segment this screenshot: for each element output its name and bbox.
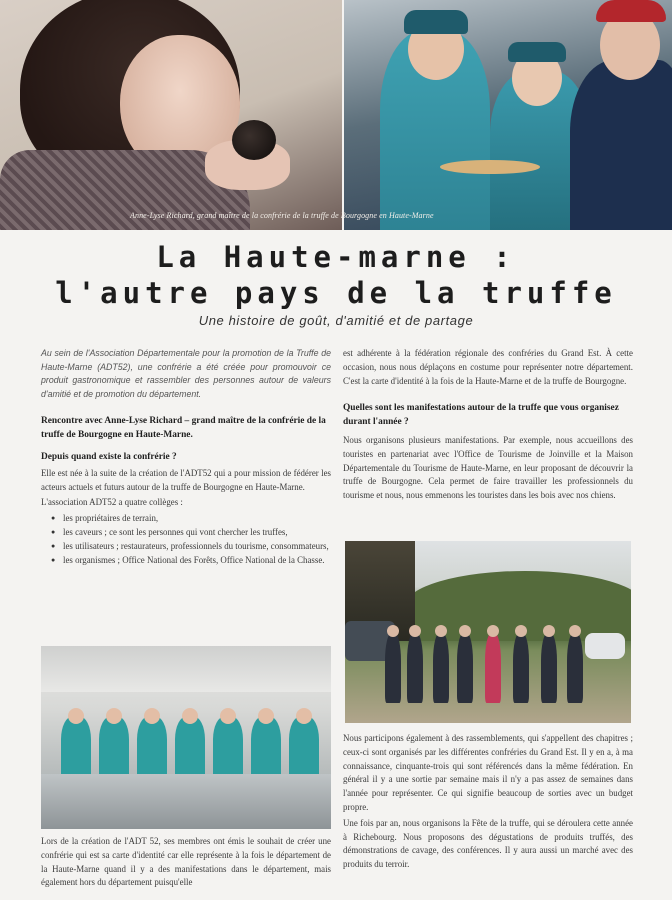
right-bottom-paragraph-1: Nous participons également à des rassemblements, qui s'appellent des chapitres ; ceux-ci sont organisés par les différentes confréries du Grand Est. Il y en a, à ma connaissance, cinquante-trois qui sont référencés dans la même fédération. En général il y a une sortie par semaine mais il n'y a pas assez de semaines dans l'année pour représenter. Ce qui signifie beaucoup de sorties avec un budget propre. (343, 733, 633, 812)
colleges-list (41, 512, 331, 567)
article-title-line1: La Haute-marne : (156, 240, 516, 274)
photo-truffle-tasting (0, 0, 342, 230)
right-bottom-paragraph-2: Une fois par an, nous organisons la Fête de la truffe, qui se déroulera cette année à Richebourg. Nous proposons des dégustations de produits truffés, des démonstrations de cavage, des conférences. Il y aura aussi un marché avec des produits du terroir. (343, 817, 633, 870)
interview-heading: Rencontre avec Anne-Lyse Richard – grand maître de la confrérie de la truffe de Bourgogne en Haute-Marne. (41, 416, 326, 441)
answer-1-colleges-intro: L'association ADT52 a quatre collèges : (41, 497, 183, 508)
left-column (41, 347, 331, 567)
header-photo-banner (0, 0, 672, 230)
list-item: ● les propriétaires de terrain, (55, 512, 331, 526)
article-subtitle: Une histoire de goût, d'amitié et de partage (198, 313, 474, 328)
photo-caption: Anne-Lyse Richard, grand maître de la confrérie de la truffe de Bourgogne en Haute-Marne (130, 211, 434, 220)
intro-paragraph: Au sein de l'Association Départementale pour la promotion de la Truffe de Haute-Marne (ADT52), une confrérie a été créée pour promouvoir ce produit gastronomique et rassembler des personnes autour de valeurs d'amitié et de promotion du département. (41, 348, 331, 399)
list-item: ● les caveurs ; ce sont les personnes qui vont chercher les truffes, (55, 526, 331, 540)
article-title-line2: l'autre pays de la truffe (55, 276, 617, 310)
question-1: Depuis quand existe la confrérie ? (41, 451, 177, 462)
right-top-paragraph: est adhérente à la fédération régionale des confréries du Grand Est. À cette occasion, nous nous déplaçons en costume pour représenter notre département. C'est la carte d'identité à la fois de la Haute-Marne et de la truffe de Bourgogne. (343, 348, 633, 386)
photo-kitchen-group (41, 646, 331, 829)
answer-1: Elle est née à la suite de la création de l'ADT52 qui a pour mission de fédérer les acteurs actuels et futurs autour de la truffe de Bourgogne en Haute-Marne. (41, 467, 331, 492)
left-bottom-paragraph: Lors de la création de l'ADT 52, ses membres ont émis le souhait de créer une confrérie qui est sa carte d'identité car elle représente à la fois le département de la Haute-Marne quand il y a des manifestations dans le département, mais également hors du département puisqu'elle (41, 836, 331, 888)
right-bottom-text (343, 732, 633, 872)
question-2: Quelles sont les manifestations autour de la truffe que vous organisez durant l'année ? (343, 403, 619, 428)
list-item: ● les utilisateurs ; restaurateurs, professionnels du tourisme, consommateurs, (55, 540, 331, 554)
photo-field-group (345, 541, 631, 723)
list-item: ● les organismes ; Office National des Forêts, Office National de la Chasse. (55, 554, 331, 568)
right-column (343, 347, 633, 505)
truffle-icon (232, 120, 276, 160)
answer-2: Nous organisons plusieurs manifestations. Par exemple, nous accueillons des touristes en partenariat avec l'Office de Tourisme de Joinville et la Maison Départementale du Tourisme de Haute-Marne, en leur proposant de découvrir la truffe de Bourgogne. Cela permet de faire travailler les professionnels du tourisme et nous, nous emmenons les touristes dans les bois avec nos chiens. (343, 434, 633, 501)
